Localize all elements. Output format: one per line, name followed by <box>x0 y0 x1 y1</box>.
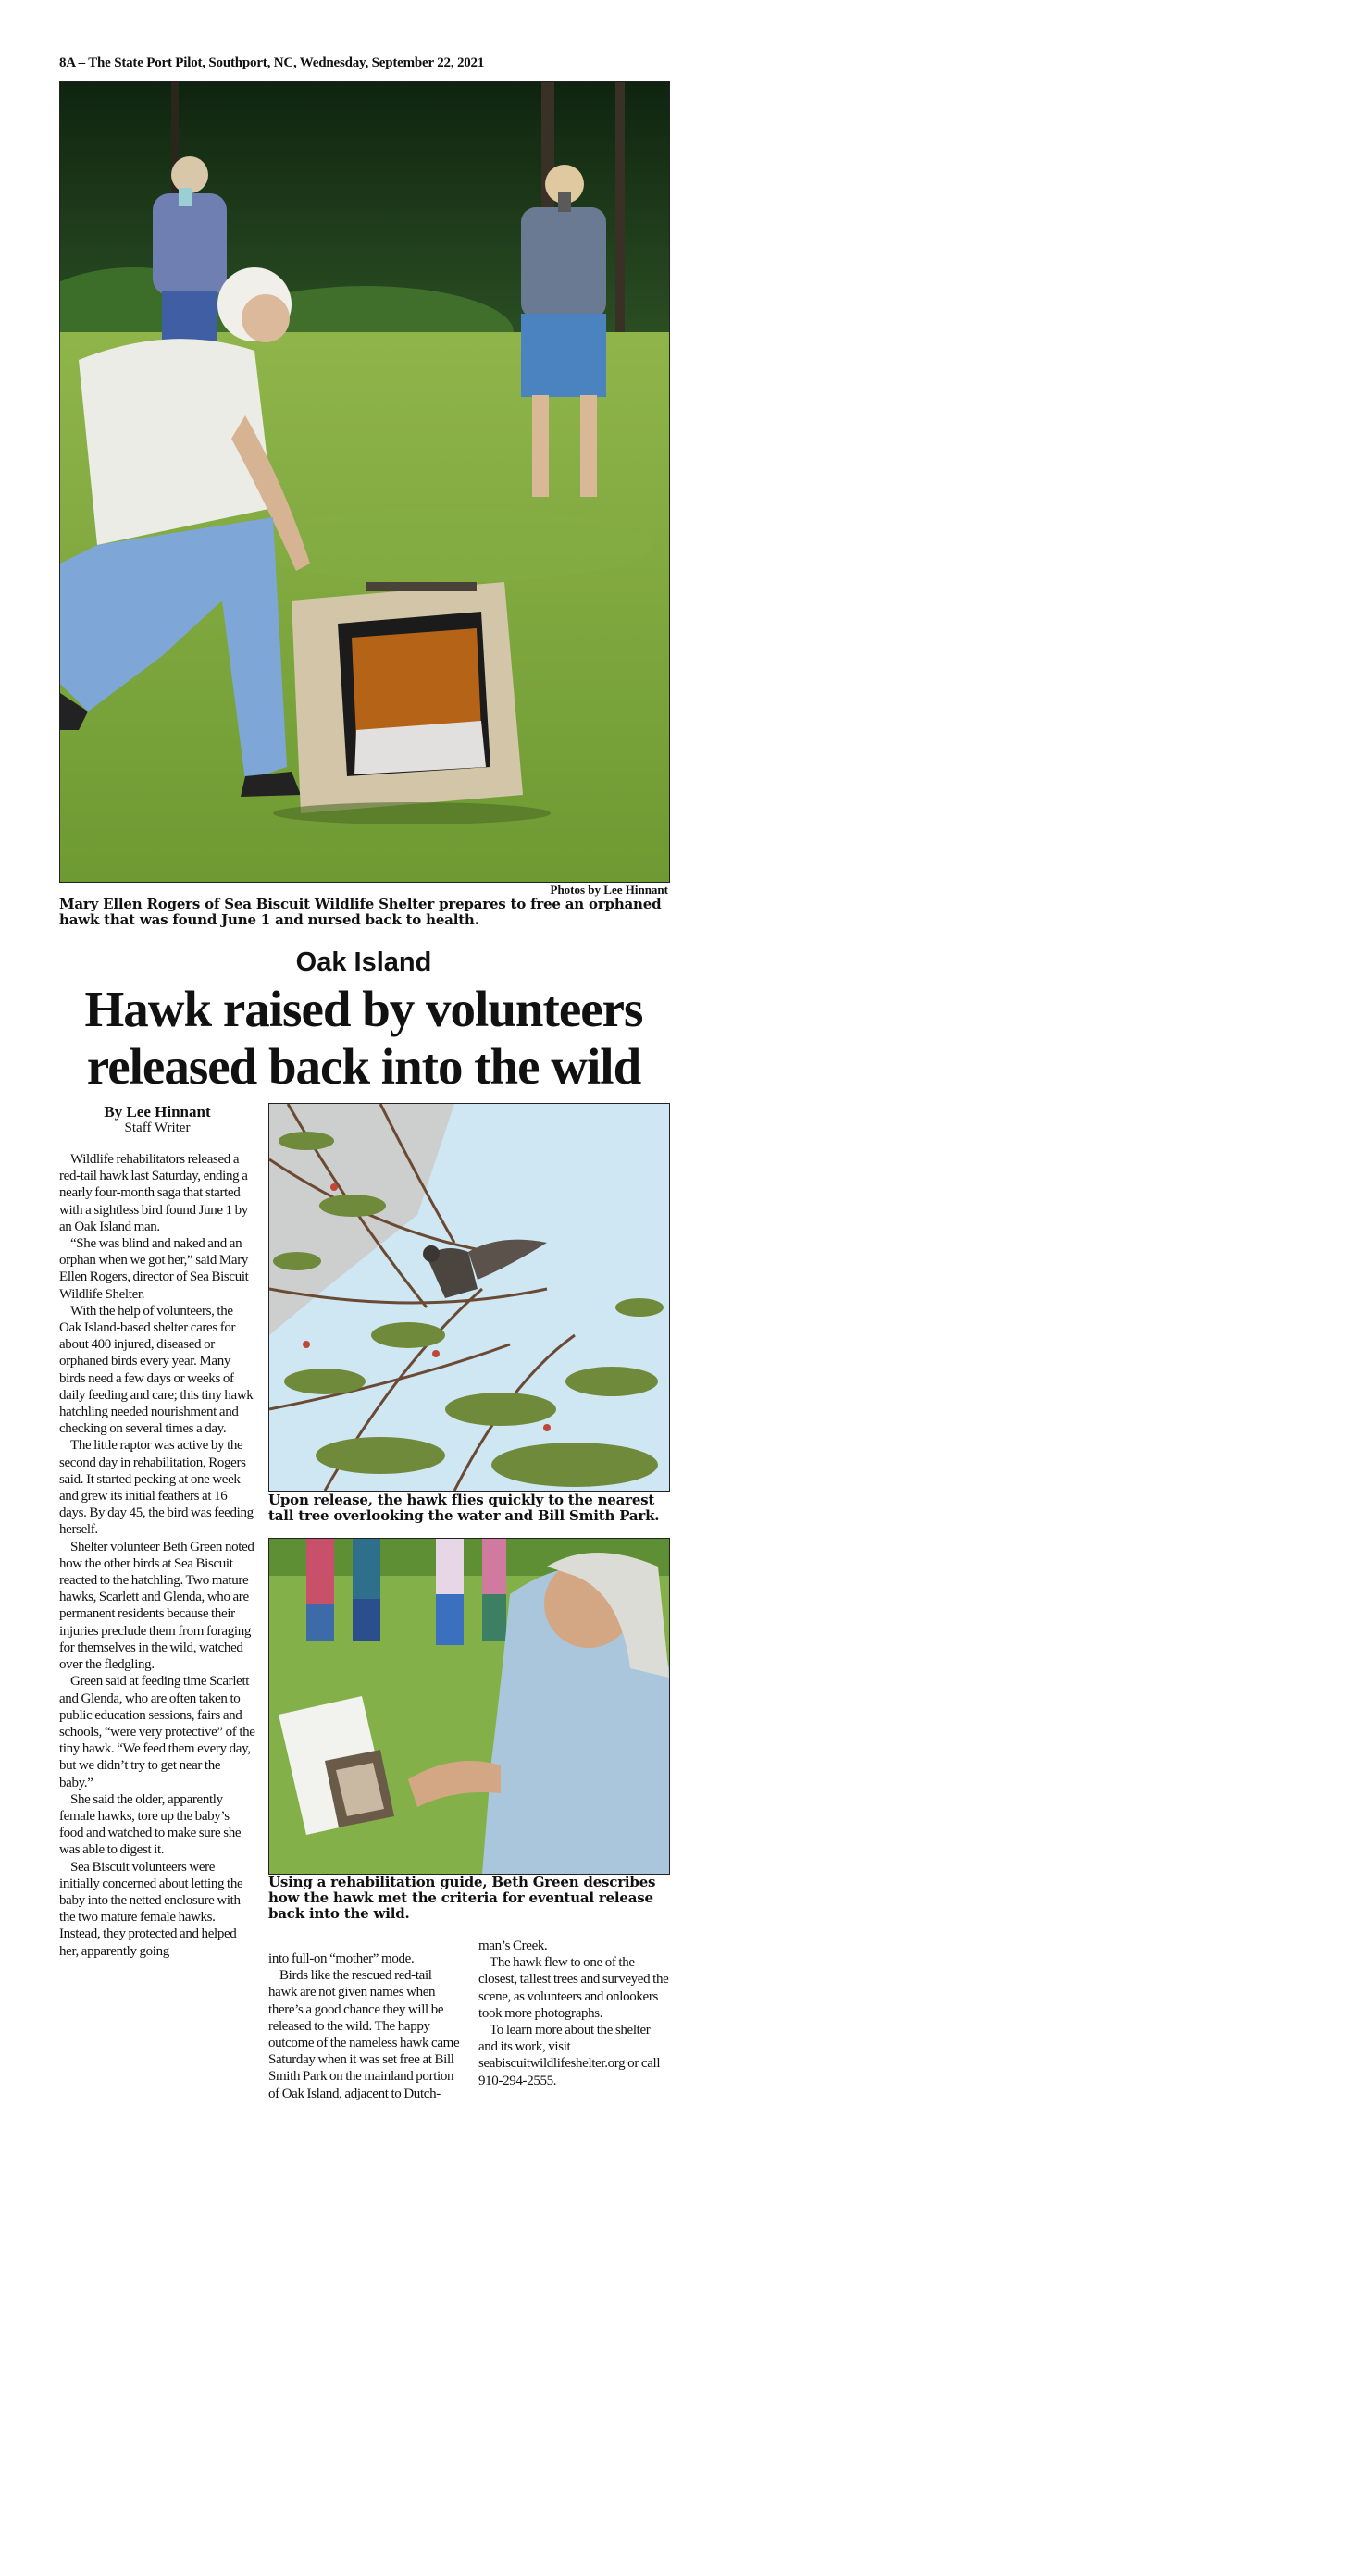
hawk-release-photo-illustration <box>60 82 669 882</box>
byline-title: Staff Writer <box>124 1121 191 1135</box>
article-kicker: Oak Island <box>295 947 432 977</box>
volunteer-with-guide-photo <box>268 1538 670 1875</box>
article-column-2 <box>268 1951 463 2102</box>
article-column-3 <box>478 1938 669 2089</box>
paragraph: The little raptor was active by the second day in rehabilitation, Rogers said. It started pecking at one week and grew its initial feathers at 16 days. By day 45, the bird was feeding herself. <box>59 1438 254 1538</box>
paragraph: She said the older, apparently female hawks, tore up the baby’s food and watched to make sure she was able to digest it. <box>59 1791 242 1858</box>
hawk-in-tree-photo <box>268 1103 670 1492</box>
main-photo <box>59 81 670 883</box>
headline-line-1: Hawk raised by volunteers <box>84 981 643 1037</box>
page-folio: 8A – The State Port Pilot, Southport, NC, Wednesday, September 22, 2021 <box>59 56 485 70</box>
article-headline <box>59 981 668 1096</box>
article-column-1 <box>59 1151 255 1960</box>
hawk-in-tree-illustration <box>269 1104 669 1491</box>
photo-credit: Photos by Lee Hinnant <box>550 883 668 897</box>
paragraph: Birds like the rescued red-tail hawk are not given names when there’s a good chance they will be released to the wild. The happy outcome of the nameless hawk came Saturday when it was set free at Bill Smith Park on the mainland portion of Oak Island, adjacent to Dutch- <box>268 1968 460 2101</box>
paragraph: Shelter volunteer Beth Green noted how the other birds at Sea Biscuit reacted to the hatchling. Two mature hawks, Scarlett and Glenda, who are permanent residents because their injuries preclude them from foraging for themselves in the wild, watched over the fledgling. <box>59 1539 254 1673</box>
paragraph: “She was blind and naked and an orphan when we got her,” said Mary Ellen Rogers, director of Sea Biscuit Wildlife Shelter. <box>59 1236 249 1302</box>
paragraph: man’s Creek. <box>478 1938 548 1953</box>
byline: By Lee Hinnant <box>104 1103 211 1121</box>
paragraph: To learn more about the shelter and its work, visit seabiscuitwildlifeshelter.org or call 910-294-2555. <box>478 2023 661 2088</box>
paragraph: Wildlife rehabilitators released a red-tail hawk last Saturday, ending a nearly four-month saga that started with a sightless bird found June 1 by an Oak Island man. <box>59 1152 248 1234</box>
paragraph: With the help of volunteers, the Oak Island-based shelter cares for about 400 injured, diseased or orphaned birds every year. Many birds need a few days or weeks of daily feeding and care; this tiny hawk hatchling needed nourishment and checking on several times a day. <box>59 1303 254 1437</box>
paragraph: Green said at feeding time Scarlett and Glenda, who are often taken to public education sessions, fairs and schools, “were very protective” of the tiny hawk. “We feed them every day, but we didn’t try to get near the baby.” <box>59 1674 255 1790</box>
main-photo-caption: Mary Ellen Rogers of Sea Biscuit Wildlife Shelter prepares to free an orphaned hawk that was found June 1 and nursed back to health. <box>59 896 662 928</box>
volunteer-with-guide-caption: Using a rehabilitation guide, Beth Green describes how the hawk met the criteria for eventual release back into the wild. <box>268 1874 656 1922</box>
paragraph: Sea Biscuit volunteers were initially concerned about letting the baby into the netted enclosure with the two mature female hawks. Instead, they protected and helped her, apparently going <box>59 1859 243 1959</box>
volunteer-with-guide-illustration <box>269 1539 669 1874</box>
headline-line-2: released back into the wild <box>86 1038 641 1095</box>
paragraph: The hawk flew to one of the closest, tallest trees and surveyed the scene, as volunteers and onlookers took more photographs. <box>478 1955 669 2021</box>
hawk-in-tree-caption: Upon release, the hawk flies quickly to the nearest tall tree overlooking the water and Bill Smith Park. <box>268 1492 660 1524</box>
paragraph: into full-on “mother” mode. <box>268 1951 415 1966</box>
